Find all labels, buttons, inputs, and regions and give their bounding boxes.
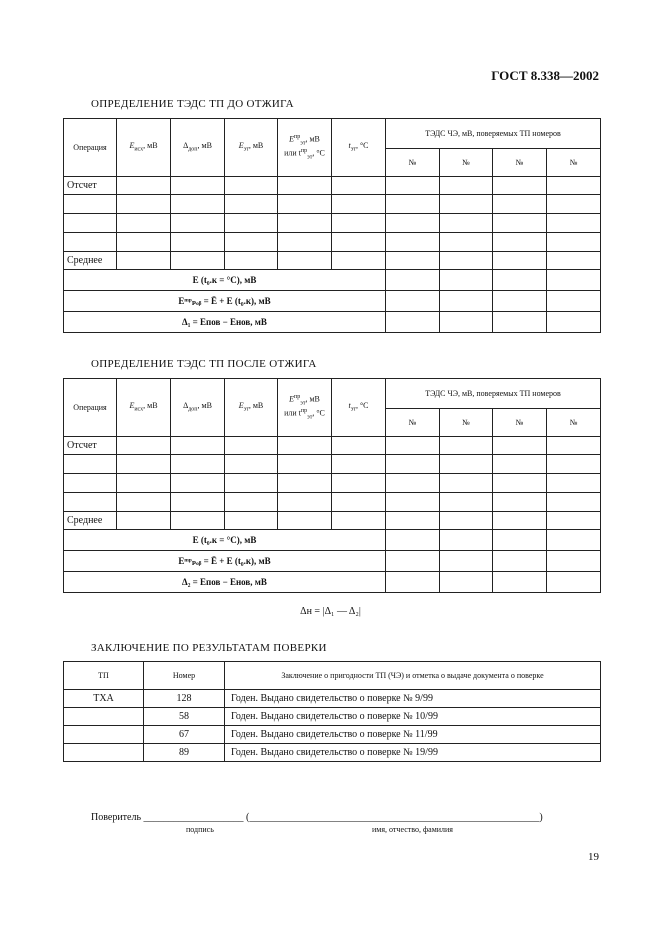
table-row: Отсчет (64, 177, 601, 195)
col-e-pr: $E^{пр}_{эт}$, мВ или $t^{пр}_{эт}$, °C (278, 379, 332, 437)
table-row: 58 Годен. Выдано свидетельство о поверке № 10/99 (64, 708, 601, 726)
col-group-tedc: ТЭДС ЧЭ, мВ, поверяемых ТП номеров (386, 379, 601, 409)
table-row: ТХА 128 Годен. Выдано свидетельство о поверке № 9/99 (64, 690, 601, 708)
section-title-conclusion: ЗАКЛЮЧЕНИЕ ПО РЕЗУЛЬТАТАМ ПОВЕРКИ (91, 642, 327, 654)
table-row (64, 455, 601, 474)
col-e-ist: $E_{исх}$, мВ (117, 379, 171, 437)
section-title-after: ОПРЕДЕЛЕНИЕ ТЭДС ТП ПОСЛЕ ОТЖИГА (91, 358, 317, 370)
before-table (63, 118, 601, 333)
col-tp: ТП (64, 662, 144, 690)
col-t-et: $t_{эт}$, °C (332, 119, 386, 177)
table-row: Среднее (64, 512, 601, 530)
formula-e-t0: E (t₀.к = °C), мВ (64, 530, 386, 551)
col-num: № (547, 409, 601, 437)
table-row: Среднее (64, 252, 601, 270)
table-row: 89 Годен. Выдано свидетельство о поверке № 19/99 (64, 744, 601, 762)
col-e-et: $E_{эт}$, мВ (225, 379, 278, 437)
name-blank: __________________________________________________________ (249, 812, 540, 823)
table-row (64, 233, 601, 252)
formula-row (64, 291, 601, 312)
formula-delta2: Δ₂ = Eпов − Eнов, мВ (64, 572, 386, 593)
table-row (64, 195, 601, 214)
formula-row (64, 312, 601, 333)
col-num: № (493, 149, 547, 177)
col-e-pr: $E^{пр}_{эт}$, мВ или $t^{пр}_{эт}$, °C (278, 119, 332, 177)
col-group-tedc: ТЭДС ЧЭ, мВ, поверяемых ТП номеров (386, 119, 601, 149)
formula-e-prov: Eᵐᵖₚₒᵦ = Ē + E (t₀.к), мВ (64, 551, 386, 572)
col-operation: Операция (64, 379, 117, 437)
formula-delta1: Δ₁ = Eпов − Eнов, мВ (64, 312, 386, 333)
col-num: № (440, 149, 493, 177)
col-delta-dop: $\Delta_{доп}$, мВ (171, 119, 225, 177)
section-title-before: ОПРЕДЕЛЕНИЕ ТЭДС ТП ДО ОТЖИГА (91, 98, 294, 110)
signature-line: Поверитель ____________________ (__________________________________________________________) (91, 812, 543, 823)
col-e-et: $E_{эт}$, мВ (225, 119, 278, 177)
formula-e-prov: Eᵐᵖₚₒᵦ = Ē + E (t₀.к), мВ (64, 291, 386, 312)
col-num: № (547, 149, 601, 177)
col-t-et: $t_{эт}$, °C (332, 379, 386, 437)
formula-row (64, 530, 601, 551)
signature-blank: ____________________ (143, 812, 244, 823)
table-row (64, 493, 601, 512)
signature-label: Поверитель (91, 812, 142, 823)
col-num: № (440, 409, 493, 437)
standard-number: ГОСТ 8.338—2002 (491, 68, 599, 83)
delta-formula: Δн = |Δ₁ — Δ₂| (300, 606, 361, 617)
col-e-ist: $E_{исх}$, мВ (117, 119, 171, 177)
conclusion-table (63, 661, 601, 762)
col-operation: Операция (64, 119, 117, 177)
col-num: № (386, 409, 440, 437)
col-num: № (493, 409, 547, 437)
table-row: Отсчет (64, 437, 601, 455)
col-num: № (386, 149, 440, 177)
formula-e-t0: E (t₀.к = °C), мВ (64, 270, 386, 291)
after-table (63, 378, 601, 593)
table-row (64, 214, 601, 233)
formula-row (64, 551, 601, 572)
table-row (64, 474, 601, 493)
col-conclusion: Заключение о пригодности ТП (ЧЭ) и отметка о выдаче документа о поверке (225, 662, 601, 690)
table-row: 67 Годен. Выдано свидетельство о поверке № 11/99 (64, 726, 601, 744)
caption-name: имя, отчество, фамилия (372, 825, 453, 834)
formula-row (64, 572, 601, 593)
formula-row (64, 270, 601, 291)
caption-signature: подпись (186, 825, 214, 834)
page-number: 19 (588, 851, 599, 863)
col-delta-dop: $\Delta_{доп}$, мВ (171, 379, 225, 437)
col-number: Номер (144, 662, 225, 690)
